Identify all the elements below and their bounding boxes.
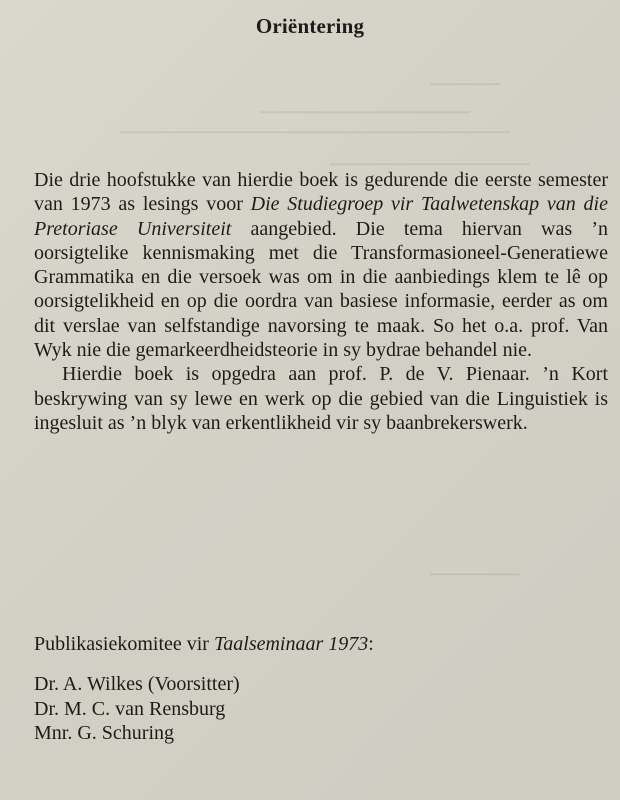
paragraph-2 bbox=[34, 362, 608, 435]
committee-heading bbox=[34, 632, 608, 656]
committee-heading-prefix: Publikasiekomitee vir bbox=[34, 633, 214, 655]
page-title: Oriëntering bbox=[255, 14, 365, 38]
bleed-through-shadow: ▁▁▁▁▁▁▁ bbox=[430, 70, 500, 85]
paragraph-2-text: Hierdie boek is opgedra aan prof. P. de V. Pienaar. ’n Kort beskrywing van sy lewe en werk op die gebied van die Linguistiek is ingesluit as ’n blyk van erkentlikheid vir sy baanbrekerswerk. bbox=[34, 363, 608, 434]
paragraph-1 bbox=[34, 168, 608, 362]
body-text bbox=[34, 168, 608, 435]
paragraph-1-text-b: aangebied. Die tema hiervan was ’n oorsigtelike kennismaking met die Transformasioneel-Generatiewe Grammatika en die versoek was om in die aanbiedings klem te lê op oorsigtelikheid en op die oordra van basiese informasie, eerder as om dit verslae van selfstandige navorsing te maak. So het o.a. prof. Van Wyk nie die gemarkeerdheidsteorie in sy bydrae behandel nie. bbox=[34, 217, 608, 362]
bleed-through-shadow: ▁▁▁▁▁▁▁▁▁ bbox=[430, 560, 520, 575]
paragraph-1-text-a: Die drie hoofstukke van hierdie boek is gedurende die eerste semester van 1973 as lesings voor bbox=[34, 169, 608, 216]
committee-block bbox=[34, 632, 608, 745]
committee-member: Mnr. G. Schuring bbox=[34, 721, 174, 744]
bleed-through-shadow: ▁▁▁▁▁▁▁▁▁▁▁▁▁▁▁▁▁▁▁▁▁ bbox=[260, 98, 470, 113]
paragraph-1-italic-title: Die Studiegroep vir Taalwetenskap van die Pretoriase Universiteit bbox=[34, 193, 608, 240]
committee-member: Dr. A. Wilkes (Voorsitter) bbox=[34, 673, 240, 696]
committee-heading-italic: Taalseminaar 1973 bbox=[213, 633, 369, 655]
bleed-through-shadow: ▁▁▁▁▁▁▁▁▁▁▁▁▁▁▁▁▁▁▁▁ bbox=[330, 150, 530, 165]
bleed-through-shadow: ▁▁▁▁▁▁▁▁▁▁▁▁▁▁▁▁▁▁▁▁▁▁▁▁▁▁▁▁▁▁▁▁▁▁▁▁▁▁▁ bbox=[120, 118, 510, 133]
committee-heading-suffix: : bbox=[368, 633, 374, 655]
committee-member: Dr. M. C. van Rensburg bbox=[34, 697, 226, 720]
